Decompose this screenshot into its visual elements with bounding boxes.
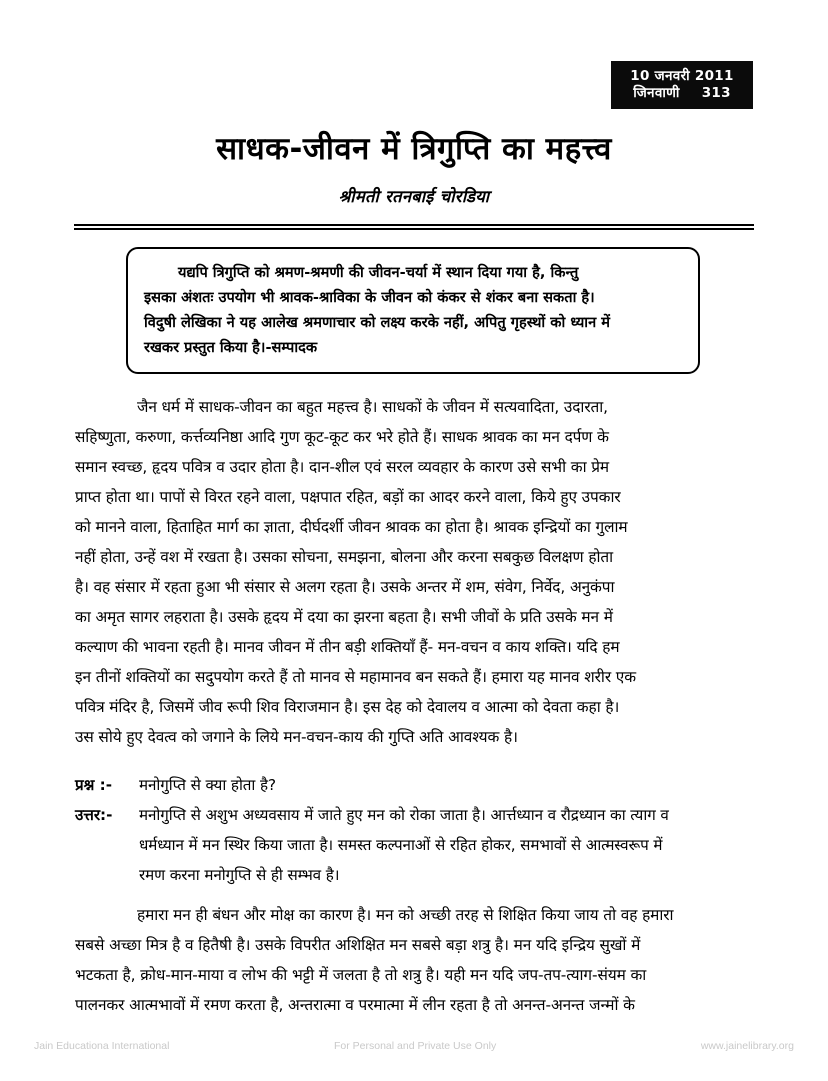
page-footer — [0, 1040, 828, 1052]
answer-line: धर्मध्यान में मन स्थिर किया जाता है। समस्त कल्पनाओं से रहित होकर, समभावों से आत्मस्वरूप में — [139, 836, 663, 854]
question-text: मनोगुप्ति से क्या होता है? — [139, 776, 276, 794]
editorial-note-box — [126, 247, 700, 374]
publication-name: जिनवाणी — [633, 84, 680, 101]
body-line: उस सोये हुए देवत्व को जगाने के लिये मन-वचन-काय की गुप्ति अति आवश्यक है। — [75, 728, 518, 746]
page-number: 313 — [701, 84, 731, 101]
answer-line: रमण करना मनोगुप्ति से ही सम्भव है। — [139, 866, 340, 884]
body-line: सहिष्णुता, करुणा, कर्त्तव्यनिष्ठा आदि गुण कूट-कूट कर भरे होते हैं। साधक श्रावक का मन दर्पण के — [75, 428, 609, 446]
body-line: सबसे अच्छा मित्र है व हितैषी है। उसके विपरीत अशिक्षित मन सबसे बड़ा शत्रु है। मन यदि इन्द्रिय सुखों में — [75, 936, 641, 954]
body-line: का अमृत सागर लहराता है। उसके हृदय में दया का झरना बहता है। सभी जीवों के प्रति उसके मन में — [75, 608, 613, 626]
body-line: पालनकर आत्मभावों में रमण करता है, अन्तरात्मा व परमात्मा में लीन रहता है तो अनन्त-अनन्त जन्मों के — [75, 996, 635, 1014]
editorial-note-line: विदुषी लेखिका ने यह आलेख श्रमणाचार को लक्ष्य करके नहीं, अपितु गृहस्थों को ध्यान में — [144, 314, 610, 332]
body-line: को मानने वाला, हिताहित मार्ग का ज्ञाता, दीर्घदर्शी जीवन श्रावक का होता है। श्रावक इन्द्रियों का गुलाम — [75, 518, 628, 536]
article-title: साधक-जीवन में त्रिगुप्ति का महत्त्व — [216, 131, 612, 167]
answer-row — [75, 800, 755, 830]
body-line: नहीं होता, उन्हें वश में रखता है। उसका सोचना, समझना, बोलना और करना सबकुछ विलक्षण होता — [75, 548, 614, 566]
question-label: प्रश्न :- — [75, 776, 113, 794]
body-line: जैन धर्म में साधक-जीवन का बहुत महत्त्व है। साधकों के जीवन में सत्यवादिता, उदारता, — [137, 398, 608, 416]
body-line: कल्याण की भावना रहती है। मानव जीवन में तीन बड़ी शक्तियाँ हैं- मन-वचन व काय शक्ति। यदि हम — [75, 638, 620, 656]
question-row — [75, 770, 755, 800]
issue-header-stamp — [612, 62, 752, 108]
answer-label: उत्तर:- — [75, 806, 113, 824]
body-paragraph-1 — [75, 392, 755, 752]
horizontal-double-rule — [74, 224, 754, 230]
footer-organization: Jain Educationa International — [34, 1040, 170, 1052]
body-line: भटकता है, क्रोध-मान-माया व लोभ की भट्टी में जलता है तो शत्रु है। यही मन यदि जप-तप-त्याग-संयम का — [75, 966, 647, 984]
editorial-note-line: रखकर प्रस्तुत किया है।-सम्पादक — [144, 339, 318, 357]
editorial-note-line: यद्यपि त्रिगुप्ति को श्रमण-श्रमणी की जीवन-चर्या में स्थान दिया गया है, किन्तु — [178, 264, 579, 281]
body-line: पवित्र मंदिर है, जिसमें जीव रूपी शिव विराजमान है। इस देह को देवालय व आत्मा को देवता कहा है। — [75, 698, 620, 716]
body-line: समान स्वच्छ, हृदय पवित्र व उदार होता है। दान-शील एवं सरल व्यवहार के कारण उसे सभी का प्रेम — [75, 458, 610, 476]
article-author: श्रीमती रतनबाई चोरडिया — [338, 187, 490, 206]
editorial-note-line: इसका अंशतः उपयोग भी श्रावक-श्राविका के जीवन को कंकर से शंकर बना सकता है। — [144, 289, 595, 307]
footer-website[interactable]: www.jainelibrary.org — [700, 1040, 794, 1052]
issue-publication-row — [633, 86, 731, 102]
body-line: इन तीनों शक्तियों का सदुपयोग करते हैं तो मानव से महामानव बन सकते हैं। हमारा यह मानव शरीर एक — [75, 668, 636, 686]
question-answer-block — [75, 770, 755, 890]
body-line: हमारा मन ही बंधन और मोक्ष का कारण है। मन को अच्छी तरह से शिक्षित किया जाय तो वह हमारा — [137, 906, 674, 924]
body-line: प्राप्त होता था। पापों से विरत रहने वाला, पक्षपात रहित, बड़ों का आदर करने वाला, किये हुए उपकार — [75, 488, 621, 506]
body-line: है। वह संसार में रहता हुआ भी संसार से अलग रहता है। उसके अन्तर में शम, संवेग, निर्वेद, अनुकंपा — [75, 578, 615, 596]
answer-line: मनोगुप्ति से अशुभ अध्यवसाय में जाते हुए मन को रोका जाता है। आर्त्तध्यान व रौद्रध्यान का त्याग व — [139, 806, 669, 824]
body-paragraph-2 — [75, 900, 755, 1020]
footer-usage-notice: For Personal and Private Use Only — [334, 1040, 497, 1052]
issue-date: 10 जनवरी 2011 — [630, 67, 734, 84]
